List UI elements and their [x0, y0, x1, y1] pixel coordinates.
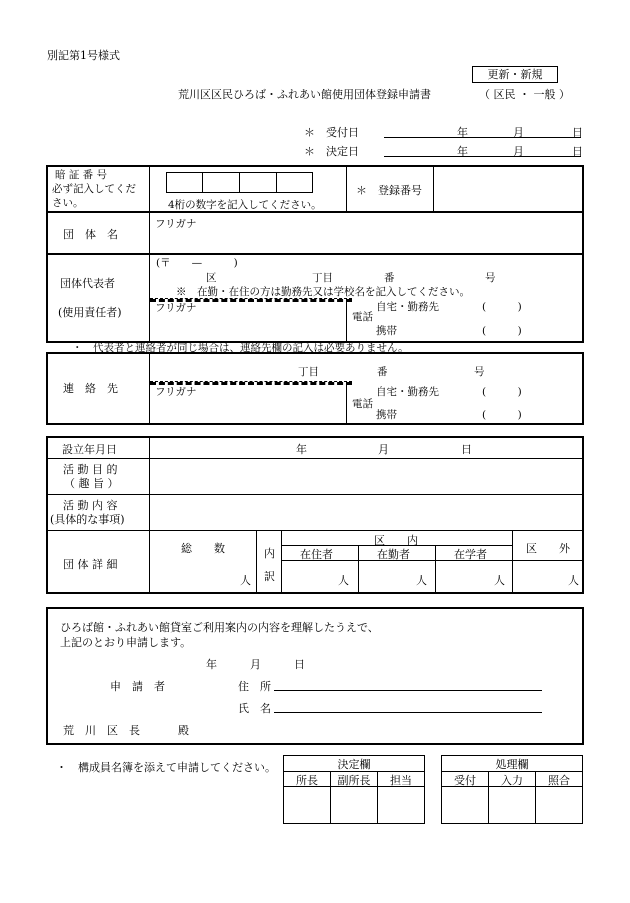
- contact-phone-label: 電話: [352, 398, 373, 410]
- content-sub-label: (具体的な事項): [50, 513, 125, 526]
- resident-unit: 人: [338, 574, 349, 587]
- contact-go: 号: [474, 366, 485, 378]
- decided-day: 日: [572, 145, 583, 158]
- form-id: 別記第1号様式: [47, 49, 120, 62]
- received-month: 月: [513, 126, 524, 139]
- established-field[interactable]: [150, 437, 582, 458]
- contact-label: 連 絡 先: [63, 382, 118, 395]
- decided-date-label: ＊ 決定日: [304, 145, 359, 158]
- application-date: 年 月 日: [206, 658, 305, 671]
- purpose-label: 活 動 目 的: [63, 463, 118, 476]
- rep-chome: 丁目: [312, 272, 333, 284]
- rep-phone-label: 電話: [352, 311, 373, 323]
- form-title: 荒川区区民ひろば・ふれあい館使用団体登録申請書: [178, 88, 431, 101]
- outside-unit: 人: [568, 574, 579, 587]
- rep-mobile-label: 携帯: [376, 325, 397, 337]
- student-count-field[interactable]: [436, 561, 512, 592]
- received-date-line[interactable]: [384, 137, 581, 138]
- established-day: 日: [461, 443, 472, 456]
- registration-number-label: ＊ 登録番号: [356, 184, 422, 197]
- student-unit: 人: [494, 574, 505, 587]
- postal-code-field[interactable]: (〒 — ): [156, 257, 238, 269]
- decision-col-deputy: 副所長: [337, 774, 371, 787]
- same-contact-note: ・ 代表者と連絡者が同じ場合は、連絡先欄の記入は必要ありません。: [72, 342, 409, 354]
- processing-col-check: 照合: [548, 774, 570, 787]
- pin-hint: 4桁の数字を記入してください。: [168, 199, 322, 211]
- established-year: 年: [296, 443, 307, 456]
- resident-header: 在住者: [300, 548, 333, 561]
- pin-label-required: 必ず記入してくだ: [52, 183, 136, 195]
- address-field[interactable]: [274, 690, 542, 691]
- contact-mobile-phone[interactable]: ( ): [482, 409, 522, 421]
- contact-chome: 丁目: [298, 366, 319, 378]
- pin-label: 暗 証 番 号: [55, 169, 108, 181]
- contact-mobile-label: 携帯: [376, 409, 397, 421]
- breakdown-label-2: 訳: [264, 570, 275, 583]
- rep-go: 号: [485, 272, 496, 284]
- breakdown-label-1: 内: [264, 547, 275, 560]
- outside-ward-header: 区 外: [526, 542, 570, 555]
- received-day: 日: [572, 126, 583, 139]
- processing-col-reception: 受付: [454, 774, 476, 787]
- group-name-label: 団 体 名: [63, 228, 118, 241]
- received-year: 年: [457, 126, 468, 139]
- worker-unit: 人: [416, 574, 427, 587]
- resident-count-field[interactable]: [282, 561, 358, 592]
- worker-count-field[interactable]: [359, 561, 435, 592]
- processing-box-title: 処理欄: [495, 758, 529, 771]
- applicant-label: 申 請 者: [110, 680, 165, 693]
- decision-col-director: 所長: [296, 774, 318, 787]
- rep-home-work-phone[interactable]: ( ): [482, 301, 522, 313]
- purpose-sub-label: （ 趣 旨 ）: [64, 477, 119, 490]
- rep-workplace-note: ※ 在勤・在住の方は勤務先又は学校名を記入してください。: [176, 286, 470, 298]
- contact-furigana: フリガナ: [155, 386, 197, 398]
- representative-label: 団体代表者: [60, 277, 115, 290]
- total-field[interactable]: [150, 556, 256, 592]
- worker-header: 在勤者: [377, 548, 410, 561]
- received-date-label: ＊ 受付日: [304, 126, 359, 139]
- total-header: 総 数: [181, 542, 225, 555]
- decided-year: 年: [457, 145, 468, 158]
- declaration-line-2: 上記のとおり申請します。: [60, 636, 192, 649]
- decided-month: 月: [513, 145, 524, 158]
- mayor-label: 荒 川 区 長: [63, 724, 140, 737]
- name-field[interactable]: [274, 712, 542, 713]
- established-month: 月: [378, 443, 389, 456]
- category-select[interactable]: （ 区民 ・ 一般 ）: [479, 88, 570, 101]
- address-label: 住 所: [238, 680, 271, 693]
- student-header: 在学者: [454, 548, 487, 561]
- rep-furigana: フリガナ: [155, 302, 197, 314]
- representative-sub-label: (使用責任者): [58, 306, 122, 319]
- rep-ku: 区: [206, 272, 217, 284]
- established-label: 設立年月日: [62, 443, 117, 456]
- decision-box-title: 決定欄: [337, 758, 371, 771]
- renewal-new-badge: 更新・新規: [472, 66, 558, 83]
- member-list-note: ・ 構成員名簿を添えて申請してください。: [56, 761, 276, 774]
- decision-col-staff: 担当: [390, 774, 412, 787]
- processing-col-input: 入力: [501, 774, 523, 787]
- total-unit: 人: [240, 574, 251, 587]
- honorific-label: 殿: [178, 724, 189, 737]
- content-field[interactable]: [150, 495, 582, 529]
- registration-number-field[interactable]: [434, 166, 582, 210]
- within-ward-header: 区 内: [374, 534, 418, 547]
- rep-home-work-label: 自宅・勤務先: [376, 301, 439, 313]
- outside-count-field[interactable]: [513, 561, 582, 592]
- name-label: 氏 名: [238, 702, 271, 715]
- pin-label-please: さい。: [52, 197, 84, 209]
- declaration-line-1: ひろば館・ふれあい館貸室ご利用案内の内容を理解したうえで、: [60, 621, 379, 634]
- decided-date-line[interactable]: [384, 156, 581, 157]
- details-label: 団 体 詳 細: [63, 558, 118, 571]
- rep-ban: 番: [384, 272, 395, 284]
- contact-home-work-label: 自宅・勤務先: [376, 386, 439, 398]
- content-label: 活 動 内 容: [63, 499, 118, 512]
- group-name-field[interactable]: [150, 228, 582, 252]
- group-name-furigana: フリガナ: [155, 218, 197, 230]
- purpose-field[interactable]: [150, 459, 582, 493]
- contact-home-work-phone[interactable]: ( ): [482, 386, 522, 398]
- contact-ban: 番: [377, 366, 388, 378]
- rep-mobile-phone[interactable]: ( ): [482, 325, 522, 337]
